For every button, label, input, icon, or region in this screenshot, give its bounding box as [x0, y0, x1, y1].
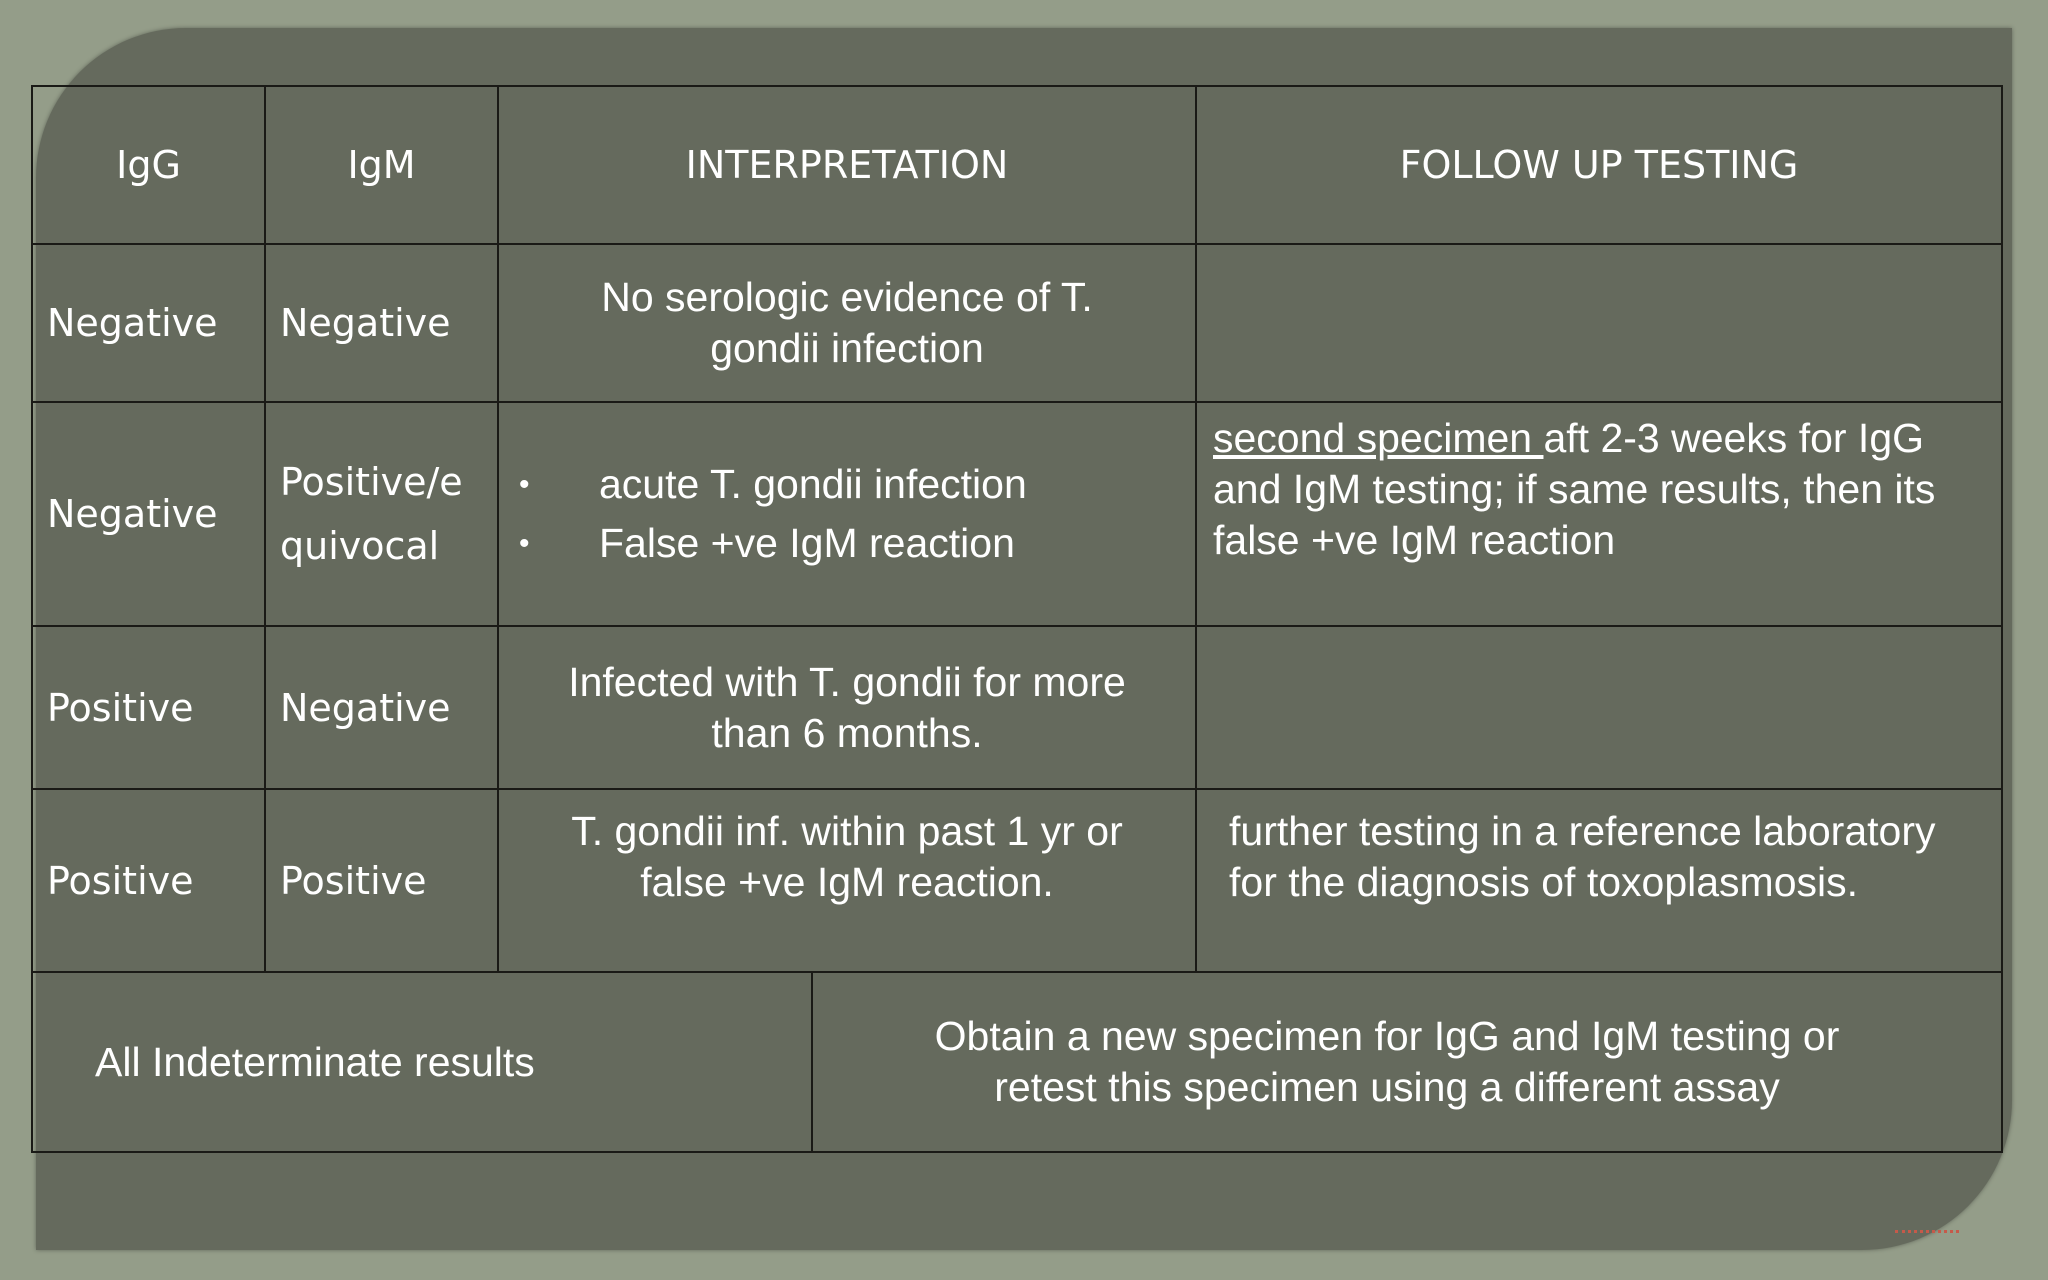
list-item: [519, 514, 1195, 573]
interpretation-line: Infected with T. gondii for more: [568, 658, 1126, 705]
interpretation-cell: [498, 789, 1196, 972]
header-interpretation: INTERPRETATION: [498, 86, 1196, 244]
interpretation-line: than 6 months.: [711, 709, 983, 756]
igg-cell: Negative: [32, 244, 265, 402]
igg-cell: Positive: [32, 626, 265, 789]
bullet-icon: •: [519, 468, 530, 501]
table-row: [32, 789, 2002, 972]
igm-cell: Negative: [265, 626, 498, 789]
igm-cell: Positive: [265, 789, 498, 972]
recommendation-line: retest this specimen using a different assay: [994, 1064, 1780, 1110]
header-igg: IgG: [32, 86, 265, 244]
follow-up-line: for the diagnosis of toxoplasmosis.: [1229, 859, 1858, 905]
indeterminate-label: All Indeterminate results: [32, 972, 812, 1152]
recommendation-line: Obtain a new specimen for IgG and IgM testing or: [934, 1013, 1840, 1059]
igg-cell: Positive: [32, 789, 265, 972]
indeterminate-row: [32, 972, 2002, 1152]
follow-up-cell: [1196, 626, 2002, 789]
igm-line: Positive/e: [280, 460, 463, 504]
bullet-icon: •: [519, 527, 530, 560]
igm-cell: Negative: [265, 244, 498, 402]
interpretation-bullet-list: [499, 455, 1195, 573]
interpretation-line: false +ve IgM reaction.: [640, 859, 1054, 905]
header-follow-up-testing: FOLLOW UP TESTING: [1196, 86, 2002, 244]
bullet-text: acute T. gondii infection: [599, 461, 1027, 507]
follow-up-underlined-text: second specimen: [1213, 415, 1544, 461]
igm-line: quivocal: [280, 524, 440, 568]
interpretation-cell: [498, 244, 1196, 402]
follow-up-cell: [1196, 402, 2002, 626]
interpretation-cell: [498, 402, 1196, 626]
follow-up-cell: [1196, 244, 2002, 402]
igg-cell: Negative: [32, 402, 265, 626]
bullet-text: False +ve IgM reaction: [599, 520, 1015, 566]
follow-up-line: further testing in a reference laboratory: [1229, 808, 1936, 854]
interpretation-line: No serologic evidence of T.: [601, 274, 1093, 320]
follow-up-text: aft 2-3 weeks for IgG and IgM testing; if same results, then its false +ve IgM reaction: [1213, 415, 1936, 563]
table-row: [32, 244, 2002, 402]
table-row: [32, 626, 2002, 789]
interpretation-cell: [498, 626, 1196, 789]
decorative-corner-mark: [1895, 1216, 1959, 1233]
interpretation-line: gondii infection: [710, 325, 984, 371]
serology-interpretation-table: [31, 85, 2003, 1153]
follow-up-cell: [1196, 789, 2002, 972]
table-header-row: [32, 86, 2002, 244]
igm-cell: [265, 402, 498, 626]
table-row: [32, 402, 2002, 626]
interpretation-line: T. gondii inf. within past 1 yr or: [571, 808, 1123, 854]
indeterminate-recommendation: [812, 972, 2002, 1152]
header-igm: IgM: [265, 86, 498, 244]
list-item: [519, 455, 1195, 514]
